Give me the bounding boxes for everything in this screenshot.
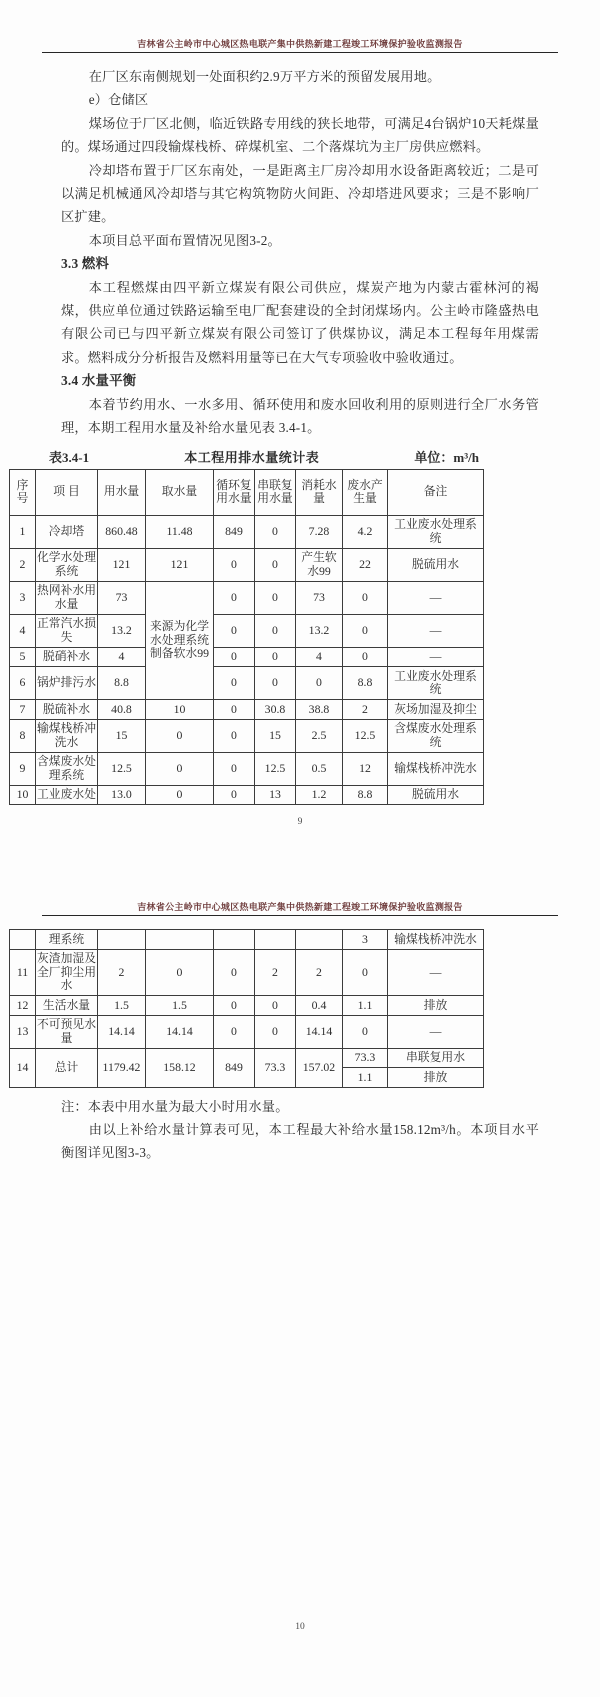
table-cell: 0 xyxy=(255,614,296,647)
col-header: 串联复用水量 xyxy=(255,469,296,515)
page-number-10: 10 xyxy=(295,1622,305,1632)
table-cell: 12.5 xyxy=(255,752,296,785)
table-cell: — xyxy=(388,949,484,996)
table-cell: 1 xyxy=(10,515,36,548)
table-row xyxy=(10,949,484,996)
table-cell: 40.8 xyxy=(98,700,146,720)
paragraph-cooling-tower: 冷却塔布置于厂区东南处，一是距离主厂房冷却用水设备距离较近；二是可以满足机械通风冷却塔与其它构筑物防火间距、冷却塔进风要求；三是不影响厂区扩建。 xyxy=(61,162,539,225)
table-cell: 0 xyxy=(146,785,214,805)
table-cell xyxy=(296,930,343,950)
table-cell: 锅炉排污水 xyxy=(36,667,98,700)
table-cell: 0 xyxy=(214,700,255,720)
table-cell: 0.4 xyxy=(296,996,343,1016)
table-cell: 0 xyxy=(214,647,255,667)
table-cell: 含煤废水处理系统 xyxy=(36,752,98,785)
table-row xyxy=(10,930,484,950)
table-cell: 15 xyxy=(255,719,296,752)
table-cell: 13.2 xyxy=(296,614,343,647)
col-header: 废水产生量 xyxy=(343,469,388,515)
table-cell: 生活水量 xyxy=(36,996,98,1016)
table-cell: 脱硝补水 xyxy=(36,647,98,667)
table-caption-label: 表3.4-1 xyxy=(49,449,90,465)
section-heading-3-4: 3.4 水量平衡 xyxy=(61,373,137,389)
table-cell: 0 xyxy=(214,614,255,647)
table-cell: 0 xyxy=(146,719,214,752)
table-cell: 0 xyxy=(255,996,296,1016)
table-cell: 0 xyxy=(343,614,388,647)
table-cell: 0 xyxy=(214,1015,255,1048)
table-caption-title: 本工程用排水量统计表 xyxy=(184,449,320,465)
table-cell: 8 xyxy=(10,719,36,752)
table-cell: 0 xyxy=(255,1015,296,1048)
table-cell: 10 xyxy=(10,785,36,805)
table-cell: 输煤栈桥冲洗水 xyxy=(36,719,98,752)
section-heading-3-3: 3.3 燃料 xyxy=(61,256,110,272)
table-cell: 2 xyxy=(296,949,343,996)
table-cell: 4 xyxy=(10,614,36,647)
table-cell: 849 xyxy=(214,1048,255,1087)
table-cell: 73.3 xyxy=(255,1048,296,1087)
table-cell: 0 xyxy=(214,667,255,700)
paragraph-layout-figure: 本项目总平面布置情况见图3-2。 xyxy=(88,232,281,248)
table-cell: 10 xyxy=(146,700,214,720)
table-cell: 0 xyxy=(214,996,255,1016)
paragraph-fuel: 本工程燃煤由四平新立煤炭有限公司供应，煤炭产地为内蒙古霍林河的褐煤，供应单位通过铁路运输至电厂配套建设的全封闭煤场内。公主岭市隆盛热电有限公司已与四平新立煤炭有限公司签订了供煤协议，满足本工程每年用煤需求。燃料成分分析报告及燃料用量等已在大气专项验收中验收通过。 xyxy=(61,279,539,365)
table-cell: 0 xyxy=(214,719,255,752)
table-cell: 73 xyxy=(98,581,146,614)
table-cell: 11.48 xyxy=(146,515,214,548)
table-cell: — xyxy=(388,581,484,614)
table-cell: 30.8 xyxy=(255,700,296,720)
table-row xyxy=(10,647,484,667)
table-cell: 2.5 xyxy=(296,719,343,752)
table-cell: 12.5 xyxy=(98,752,146,785)
table-cell: 产生软水99 xyxy=(296,548,343,581)
table-cell: 不可预见水量 xyxy=(36,1015,98,1048)
table-cell: 14 xyxy=(10,1048,36,1087)
table-cell: 含煤废水处理系统 xyxy=(388,719,484,752)
table-cell: 849 xyxy=(214,515,255,548)
col-header: 备注 xyxy=(388,469,484,515)
table-caption xyxy=(9,447,483,466)
table-row-total xyxy=(10,1048,484,1068)
table-cell: 脱硫用水 xyxy=(388,548,484,581)
table-cell: 理系统 xyxy=(36,930,98,950)
table-cell: 11 xyxy=(10,949,36,996)
table-cell: 0 xyxy=(214,752,255,785)
table-cell: 4 xyxy=(98,647,146,667)
table-cell: 冷却塔 xyxy=(36,515,98,548)
table-cell: — xyxy=(388,647,484,667)
table-cell: 121 xyxy=(146,548,214,581)
table-cell: 0 xyxy=(343,647,388,667)
table-cell-merged-source: 来源为化学水处理系统制备软水99 xyxy=(146,581,214,700)
water-usage-table-page2 xyxy=(9,929,484,1088)
table-cell: 860.48 xyxy=(98,515,146,548)
table-cell: 2 xyxy=(343,700,388,720)
table-cell: 14.14 xyxy=(98,1015,146,1048)
page-1-content xyxy=(61,65,539,440)
col-header: 取水量 xyxy=(146,469,214,515)
paragraph-conclusion: 由以上补给水量计算表可见，本工程最大补给水量158.12m³/h。本项目水平衡图详见图3-3。 xyxy=(61,1121,539,1161)
table-cell: 7 xyxy=(10,700,36,720)
page-1 xyxy=(0,0,600,53)
table-cell: 总计 xyxy=(36,1048,98,1087)
table-caption-unit: 单位：m³/h xyxy=(414,449,479,465)
table-cell: 4 xyxy=(296,647,343,667)
table-cell: 12 xyxy=(10,996,36,1016)
table-cell: 0 xyxy=(214,785,255,805)
table-cell: 73.3 xyxy=(343,1048,388,1068)
table-cell: 1.1 xyxy=(343,1068,388,1088)
page-2 xyxy=(0,827,600,916)
table-cell: 8.8 xyxy=(343,785,388,805)
table-cell: 0 xyxy=(255,515,296,548)
table-cell: 排放 xyxy=(388,996,484,1016)
water-usage-table-page1 xyxy=(9,469,484,806)
table-row xyxy=(10,581,484,614)
table-cell: 3 xyxy=(10,581,36,614)
running-header: 吉林省公主岭市中心城区热电联产集中供热新建工程竣工环境保护验收监测报告 xyxy=(137,39,463,49)
table-row xyxy=(10,614,484,647)
table-cell: 0 xyxy=(255,548,296,581)
table-cell: 8.8 xyxy=(98,667,146,700)
table-cell xyxy=(10,930,36,950)
col-header: 项 目 xyxy=(36,469,98,515)
table-cell: 158.12 xyxy=(146,1048,214,1087)
table-cell: 0 xyxy=(255,581,296,614)
table-cell: 1179.42 xyxy=(98,1048,146,1087)
table-cell: 脱硫补水 xyxy=(36,700,98,720)
table-cell: 工业废水处理系统 xyxy=(388,515,484,548)
table-cell: 2 xyxy=(10,548,36,581)
page-number-9: 9 xyxy=(297,817,303,827)
table-cell: 正常汽水损失 xyxy=(36,614,98,647)
table-row xyxy=(10,996,484,1016)
table-cell: 13.0 xyxy=(98,785,146,805)
table-cell: 0 xyxy=(255,647,296,667)
table-row xyxy=(10,700,484,720)
table-cell: 5 xyxy=(10,647,36,667)
table-cell: 22 xyxy=(343,548,388,581)
table-cell: 1.1 xyxy=(343,996,388,1016)
table-cell: 12.5 xyxy=(343,719,388,752)
col-header: 用水量 xyxy=(98,469,146,515)
table-cell: 输煤栈桥冲洗水 xyxy=(388,930,484,950)
table-cell: — xyxy=(388,1015,484,1048)
table-cell: 15 xyxy=(98,719,146,752)
table-cell: 14.14 xyxy=(146,1015,214,1048)
table-cell: 8.8 xyxy=(343,667,388,700)
table-cell: 12 xyxy=(343,752,388,785)
paragraph-coal-yard: 煤场位于厂区北侧，临近铁路专用线的狭长地带，可满足4台锅炉10天耗煤量的。煤场通过四段输煤栈桥、碎煤机室、二个落煤坑为主厂房供应燃料。 xyxy=(61,115,539,155)
table-cell: 0 xyxy=(146,752,214,785)
running-header: 吉林省公主岭市中心城区热电联产集中供热新建工程竣工环境保护验收监测报告 xyxy=(137,902,463,912)
table-row xyxy=(10,515,484,548)
table-cell: 0 xyxy=(214,949,255,996)
table-cell: 工业废水处 xyxy=(36,785,98,805)
table-cell xyxy=(98,930,146,950)
table-header-row xyxy=(10,469,484,515)
col-header: 序号 xyxy=(10,469,36,515)
table-cell: 38.8 xyxy=(296,700,343,720)
table-cell: 121 xyxy=(98,548,146,581)
table-note: 注：本表中用水量为最大小时用水量。 xyxy=(61,1098,289,1114)
table-cell: 排放 xyxy=(388,1068,484,1088)
table-cell: 0 xyxy=(343,1015,388,1048)
table-cell: 73 xyxy=(296,581,343,614)
table-cell: 0 xyxy=(146,949,214,996)
table-cell: 灰渣加湿及全厂抑尘用水 xyxy=(36,949,98,996)
table-cell: 输煤栈桥冲洗水 xyxy=(388,752,484,785)
table-cell: 2 xyxy=(255,949,296,996)
table-row xyxy=(10,1015,484,1048)
table-cell: 14.14 xyxy=(296,1015,343,1048)
table-row xyxy=(10,667,484,700)
col-header: 循环复用水量 xyxy=(214,469,255,515)
table-cell: 工业废水处理系统 xyxy=(388,667,484,700)
table-cell: 6 xyxy=(10,667,36,700)
header-rule xyxy=(42,52,558,53)
table-cell xyxy=(146,930,214,950)
table-cell: 7.28 xyxy=(296,515,343,548)
col-header: 消耗水量 xyxy=(296,469,343,515)
paragraph-storage-area: e）仓储区 xyxy=(88,92,149,108)
table-cell: 157.02 xyxy=(296,1048,343,1087)
table-cell: 热网补水用水量 xyxy=(36,581,98,614)
table-cell xyxy=(214,930,255,950)
table-row xyxy=(10,719,484,752)
table-cell: 脱硫用水 xyxy=(388,785,484,805)
table-cell: 2 xyxy=(98,949,146,996)
header-rule xyxy=(42,915,558,916)
paragraph-water-balance: 本着节约用水、一水多用、循环使用和废水回收利用的原则进行全厂水务管理，本期工程用水量及补给水量见表 3.4-1。 xyxy=(61,396,539,436)
table-cell: 4.2 xyxy=(343,515,388,548)
table-cell xyxy=(255,930,296,950)
page-2-content xyxy=(61,1095,539,1165)
table-cell: 0 xyxy=(343,949,388,996)
table-cell: 灰场加湿及抑尘 xyxy=(388,700,484,720)
table-cell: 化学水处理系统 xyxy=(36,548,98,581)
table-cell: 13 xyxy=(255,785,296,805)
table-cell: 0 xyxy=(214,548,255,581)
table-row xyxy=(10,785,484,805)
table-cell: 13.2 xyxy=(98,614,146,647)
table-cell: — xyxy=(388,614,484,647)
table-cell: 1.2 xyxy=(296,785,343,805)
table-cell: 0 xyxy=(255,667,296,700)
table-cell: 0.5 xyxy=(296,752,343,785)
table-cell: 0 xyxy=(343,581,388,614)
table-cell: 0 xyxy=(296,667,343,700)
table-cell: 1.5 xyxy=(146,996,214,1016)
table-cell: 3 xyxy=(343,930,388,950)
table-cell: 0 xyxy=(214,581,255,614)
table-row xyxy=(10,548,484,581)
paragraph-reserved-land: 在厂区东南侧规划一处面积约2.9万平方米的预留发展用地。 xyxy=(88,69,441,84)
table-cell: 13 xyxy=(10,1015,36,1048)
table-cell: 1.5 xyxy=(98,996,146,1016)
table-cell: 串联复用水 xyxy=(388,1048,484,1068)
table-row xyxy=(10,752,484,785)
table-cell: 9 xyxy=(10,752,36,785)
